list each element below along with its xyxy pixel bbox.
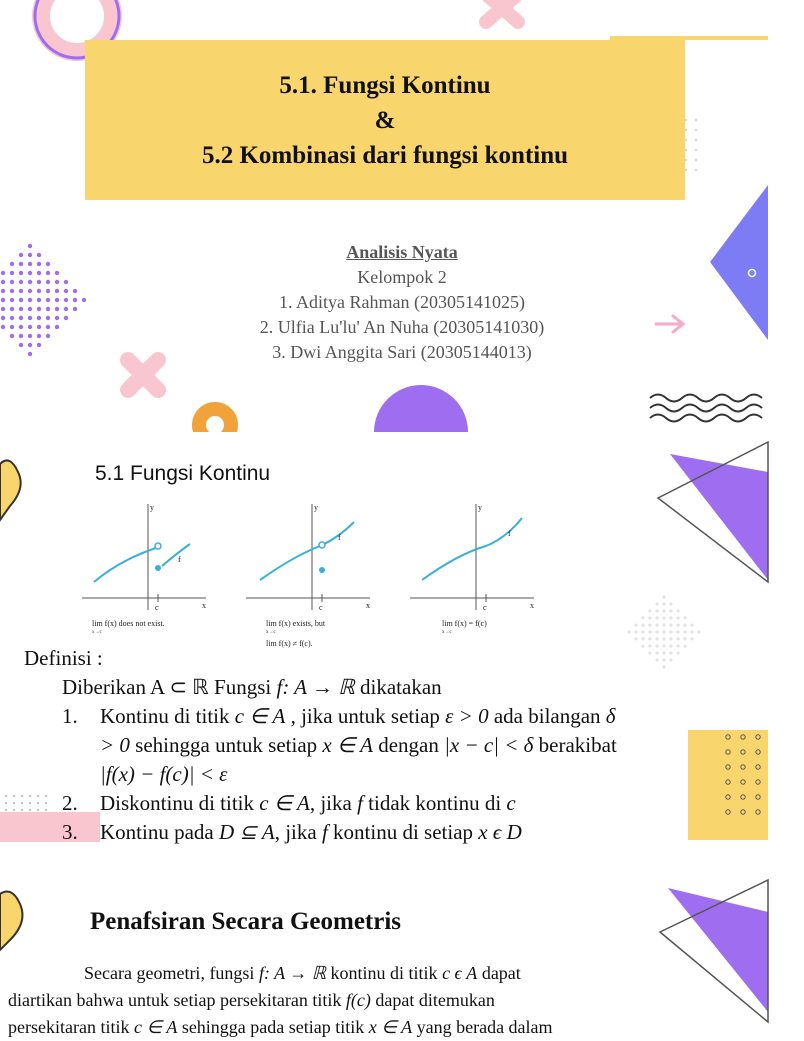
decoration-dot [655, 616, 658, 619]
item-1-number: 1. [62, 704, 78, 728]
decoration-dot [662, 651, 665, 654]
decoration-dot [634, 630, 637, 633]
geo-line-1-math-2: c ϵ A [442, 963, 478, 983]
decoration-dot [13, 802, 15, 804]
decoration-dot [662, 616, 665, 619]
graph-3-y-label: y [478, 503, 482, 512]
decoration-dot [641, 637, 644, 640]
decoration-dot [641, 623, 644, 626]
definition-slide [0, 432, 768, 872]
item-1-text-c: ada bilangan [488, 704, 606, 728]
decoration-dot [648, 609, 651, 612]
graph-1-filled-point [155, 565, 161, 571]
yellow-rect-decoration [688, 730, 768, 840]
geo-line-1-text-b: kontinu di titik [326, 963, 443, 983]
title-line-2: & [374, 106, 396, 134]
graph-3-caption [442, 619, 487, 628]
decoration-dot [641, 630, 644, 633]
geo-line-2-text-a: diartikan bahwa untuk setiap persekitaran titik [8, 990, 346, 1010]
graph-2-filled-point [319, 567, 325, 573]
definition-item-1-line-3 [24, 760, 617, 789]
decoration-dot [683, 623, 686, 626]
item-2-text-a: Diskontinu di titik [100, 791, 260, 815]
grey-dot-diamond-decoration [627, 595, 700, 668]
item-1-line-2-math-3: |x − c| < δ [444, 733, 534, 757]
yellow-heart-decoration-2 [0, 892, 22, 950]
graph-3-curve [422, 518, 522, 580]
decoration-dot [5, 802, 7, 804]
section-heading: 5.1 Fungsi Kontinu [95, 462, 271, 485]
geo-line-3-text-a: persekitaran titik [8, 1017, 134, 1037]
definition-intro [24, 673, 617, 702]
graph-2-caption2-lim: lim f(x) [266, 639, 291, 648]
item-3-text-b: , jika [274, 820, 322, 844]
item-2-math-3: c [506, 791, 516, 815]
decoration-dot [683, 630, 686, 633]
decoration-dot [685, 149, 688, 152]
definition-item-1 [24, 702, 617, 731]
item-2-text-c: tidak kontinu di [362, 791, 507, 815]
decoration-dot [5, 809, 7, 811]
decoration-dot [634, 623, 637, 626]
decoration-dot [683, 637, 686, 640]
intro-math: f: A → ℝ [276, 675, 355, 699]
decoration-dot [695, 149, 698, 152]
item-3-math-3: x ϵ D [478, 820, 522, 844]
decoration-dot [683, 644, 686, 647]
item-1-text-a: Kontinu di titik [100, 704, 235, 728]
geo-line-1-text-a: Secara geometri, fungsi [84, 963, 259, 983]
graph-2-c-label: c [319, 603, 323, 612]
pink-x-decoration-top [486, 0, 518, 22]
member-1: 1. Aditya Rahman (20305141025) [279, 292, 525, 312]
decoration-dot [655, 623, 658, 626]
item-1-line-2-math-2: x ∈ A [322, 733, 373, 757]
decoration-dot [655, 658, 658, 661]
decoration-dot [669, 616, 672, 619]
decoration-dot [655, 651, 658, 654]
decoration-dot [676, 651, 679, 654]
item-3-text-a: Kontinu pada [100, 820, 219, 844]
graph-1-caption-text: does not exist. [116, 619, 165, 628]
graph-3-caption-text: = f(c) [466, 619, 487, 628]
item-1-line-2-text-b: dengan [372, 733, 445, 757]
geometry-line-2 [8, 987, 768, 1014]
graph-3 [410, 503, 534, 635]
authors-block [0, 240, 804, 365]
member-3: 3. Dwi Anggita Sari (20305144013) [272, 342, 532, 362]
item-1-math-3: δ [605, 704, 616, 728]
definition-item-2 [24, 789, 617, 818]
item-1-text-b: , jika untuk setiap [285, 704, 446, 728]
decoration-dot [690, 637, 693, 640]
definition-block [24, 644, 617, 847]
decoration-dot [695, 159, 698, 162]
wave-decoration-1 [650, 395, 762, 402]
item-1-math-2: ε > 0 [445, 704, 489, 728]
graph-2-y-label: y [314, 503, 318, 512]
intro-end: dikatakan [354, 675, 442, 699]
decoration-dot [662, 644, 665, 647]
decoration-dot [683, 616, 686, 619]
decoration-dot [669, 609, 672, 612]
decoration-dot [634, 637, 637, 640]
graph-2-open-point [319, 542, 325, 548]
geometry-paragraph [8, 960, 768, 1041]
decoration-dot [641, 644, 644, 647]
item-2-text-b: , jika [309, 791, 358, 815]
purple-triangle-decoration [670, 454, 768, 580]
graph-1-left-branch [94, 548, 156, 582]
decoration-dot [21, 802, 23, 804]
geometry-slide [0, 872, 768, 1037]
decoration-dot [655, 602, 658, 605]
decoration-dot [685, 119, 688, 122]
graph-1-caption-sub: x→c [92, 630, 102, 635]
item-3-text-c: kontinu di setiap [327, 820, 479, 844]
continuity-graphs [80, 498, 550, 658]
geo-line-2-math-1: f(c) [345, 990, 371, 1010]
item-1-line-2-text-a: sehingga untuk setiap [129, 733, 323, 757]
decoration-dot [685, 139, 688, 142]
geometry-line-1 [8, 960, 768, 987]
decoration-dot [676, 616, 679, 619]
graph-2-caption2-text: ≠ f(c). [290, 639, 313, 648]
wave-decoration-2 [650, 405, 762, 412]
decoration-dot [695, 169, 698, 172]
graph-2-curve [260, 522, 354, 580]
graph-1 [82, 503, 206, 635]
wave-decoration-3 [650, 415, 762, 422]
item-2-math-2: f [357, 791, 363, 815]
item-3-math-2: f [321, 820, 328, 844]
decoration-dot [676, 609, 679, 612]
decoration-dot [676, 623, 679, 626]
item-3-number: 3. [62, 820, 78, 844]
graph-3-c-label: c [483, 603, 487, 612]
decoration-dot [669, 602, 672, 605]
graph-2-x-label: x [366, 601, 370, 610]
decoration-dot [648, 651, 651, 654]
geo-line-1-math-1: f: A → ℝ [258, 963, 327, 983]
decoration-dot [669, 630, 672, 633]
decoration-dot [685, 129, 688, 132]
decoration-dot [655, 644, 658, 647]
graph-3-x-label: x [530, 601, 534, 610]
graph-2-caption-text: exists, but [290, 619, 326, 628]
title-box [85, 40, 685, 200]
item-2-number: 2. [62, 791, 78, 815]
decoration-dot [685, 169, 688, 172]
definition-item-3 [24, 818, 617, 847]
geo-line-2-text-b: dapat ditemukan [370, 990, 495, 1010]
decoration-dot [669, 637, 672, 640]
decoration-dot [695, 129, 698, 132]
geo-line-3-math-1: c ∈ A [133, 1017, 178, 1037]
title-slide [0, 0, 768, 432]
geo-line-3-text-b: sehingga pada setiap titik [177, 1017, 369, 1037]
graph-1-caption [92, 619, 165, 628]
graph-3-caption-sub: x→c [442, 630, 452, 635]
decoration-dot [662, 595, 665, 598]
graph-1-open-point [155, 543, 161, 549]
item-2-math-1: c ∈ A [259, 791, 310, 815]
decoration-dot [655, 637, 658, 640]
graph-1-caption-lim: lim f(x) [92, 619, 117, 628]
geometry-heading: Penafsiran Secara Geometris [90, 908, 402, 935]
item-1-line-2-math-1: > 0 [100, 733, 130, 757]
decoration-dot [21, 795, 23, 797]
decoration-dot [648, 630, 651, 633]
decoration-dot [662, 658, 665, 661]
purple-semicircle-decoration [374, 385, 468, 432]
graph-2-caption-lim: lim f(x) [266, 619, 291, 628]
item-3-math-1: D ⊆ A [218, 820, 275, 844]
geo-line-3-text-c: yang berada dalam [412, 1017, 553, 1037]
definition-label: Definisi : [24, 646, 103, 670]
decoration-dot [13, 795, 15, 797]
decoration-dot [690, 623, 693, 626]
decoration-dot [697, 630, 700, 633]
graph-1-x-label: x [202, 601, 206, 610]
course-name: Analisis Nyata [346, 242, 458, 262]
graph-1-c-label: c [155, 603, 159, 612]
graph-3-caption-lim: lim f(x) [442, 619, 467, 628]
decoration-dot [662, 602, 665, 605]
decoration-dot [5, 795, 7, 797]
decoration-dot [669, 651, 672, 654]
graph-1-right-branch [162, 544, 190, 566]
decoration-dot [676, 644, 679, 647]
item-1-line-3-math: |f(x) − f(c)| < ε [100, 762, 228, 786]
graph-3-f-label: f [508, 529, 511, 538]
geometry-line-3 [8, 1014, 768, 1041]
decoration-dot [641, 616, 644, 619]
yellow-heart-decoration [0, 460, 21, 520]
decoration-dot [13, 809, 15, 811]
decoration-dot [662, 609, 665, 612]
decoration-dot [662, 665, 665, 668]
decoration-dot [669, 658, 672, 661]
member-2: 2. Ulfia Lu'lu' An Nuha (20305141030) [259, 317, 545, 337]
graph-1-y-label: y [150, 503, 154, 512]
decoration-dot [676, 630, 679, 633]
decoration-dot [662, 630, 665, 633]
geo-line-1-text-c: dapat [477, 963, 521, 983]
graph-2-caption-sub: x→c [266, 630, 276, 635]
decoration-dot [648, 616, 651, 619]
graph-1-f-label: f [178, 555, 181, 564]
graph-2-f-label: f [338, 533, 341, 542]
decoration-dot [669, 623, 672, 626]
item-1-math-1: c ∈ A [234, 704, 286, 728]
graph-2 [246, 503, 370, 648]
decoration-dot [21, 809, 23, 811]
decoration-dot [655, 630, 658, 633]
decoration-dot [648, 623, 651, 626]
decoration-dot [685, 159, 688, 162]
decoration-dot [648, 637, 651, 640]
decoration-dot [627, 630, 630, 633]
decoration-dot [655, 609, 658, 612]
decoration-dot [676, 637, 679, 640]
decoration-dot [695, 119, 698, 122]
item-1-line-2-text-c: berakibat [533, 733, 617, 757]
decoration-dot [648, 644, 651, 647]
title-line-3: 5.2 Kombinasi dari fungsi kontinu [201, 141, 569, 169]
decoration-dot [669, 644, 672, 647]
decoration-dot [662, 623, 665, 626]
title-line-1: 5.1. Fungsi Kontinu [279, 71, 491, 99]
graph-2-caption [266, 619, 326, 628]
decoration-dot [662, 637, 665, 640]
intro-text: Diberikan A ⊂ ℝ Fungsi [62, 675, 277, 699]
decoration-dot [690, 630, 693, 633]
geo-line-3-math-2: x ∈ A [368, 1017, 413, 1037]
decoration-dot [695, 139, 698, 142]
definition-item-1-line-2 [24, 731, 617, 760]
group-name: Kelompok 2 [357, 267, 447, 287]
